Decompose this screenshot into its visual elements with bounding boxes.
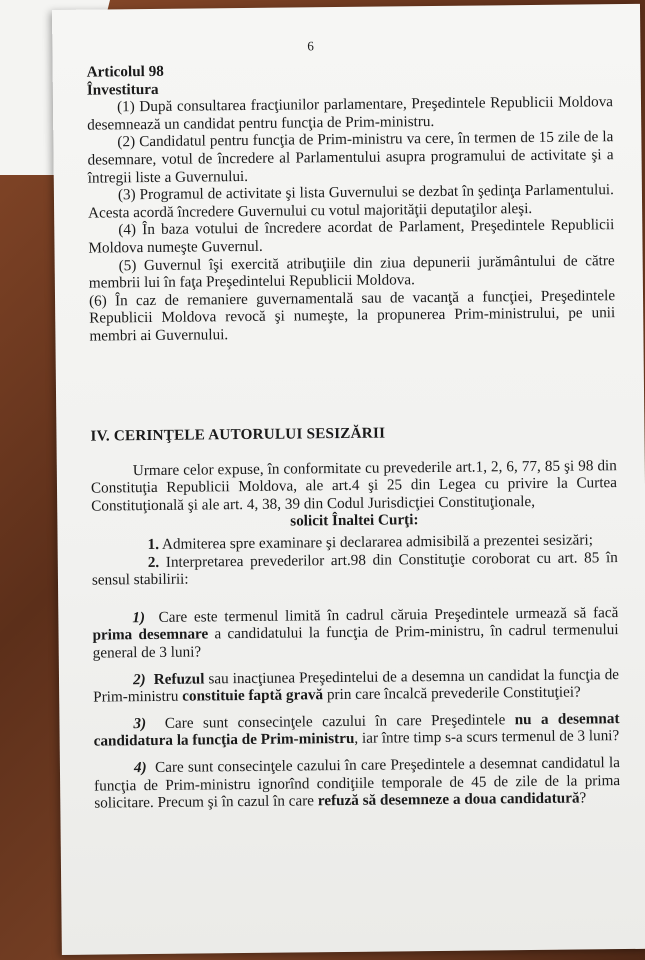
article-subtitle: Învestitura (86, 80, 159, 99)
article-title: Articolul 98 (86, 62, 164, 81)
article-paragraph-3: (3) Programul de activitate şi lista Guvernului se dezbat în şedinţa Parlamentului. Acesta acordă încredere Guvernului cu votul majorităţii deputaţilor aleşi. (88, 181, 615, 222)
request-item-2: 2. Interpretarea prevederilor art.98 din Constituţie coroborat cu art. 85 în sensul stabilirii: (91, 548, 618, 589)
article-paragraph-5: (5) Guvernul îşi exercită atribuţiile din ziua depunerii jurământului de către membrii lui în faţa Preşedintelui Republicii Moldova. (88, 251, 615, 292)
page-number: 6 (307, 38, 314, 54)
section-request: solicit Înaltei Curţi: (290, 511, 419, 530)
question-2: 2) Refuzul sau inacţiunea Preşedintelui de a desemna un candidat la funcţia de Prim-ministru constituie faptă gravă prin care încalcă prevederile Constituţiei? (93, 665, 620, 706)
section-requirements (90, 422, 620, 812)
question-3: 3) Care sunt consecinţele cazului în care Preşedintele nu a desemnat candidatura la funcţia de Prim-ministru, iar între timp s-a scurs termenul de 3 luni? (93, 709, 620, 750)
article-paragraph-4: (4) În baza votului de încredere acordat de Parlament, Preşedintele Republicii Moldova numeşte Guvernul. (88, 216, 615, 257)
section-intro: Urmare celor expuse, în conformitate cu prevederile art.1, 2, 6, 77, 85 şi 98 din Constituţia Republicii Moldova, ale art.4 şi 25 din Legea cu privire la Curtea Constituţională şi ale art. 4, 38, 39 din Codul Jurisdicţiei Constituţionale, (90, 456, 618, 515)
article-paragraph-1: (1) După consultarea fracţiunilor parlamentare, Preşedintele Republicii Moldova desemnează un candidat pentru funcţia de Prim-ministru. (87, 93, 614, 134)
question-4: 4) Care sunt consecinţele cazului în care Preşedintele a desemnat candidatul la funcţia de Prim-ministru ignorînd condiţiile temporale de 45 de zile de la prima solicitare. Precum şi în cazul în care refuză să desemneze a doua candidatură? (94, 754, 621, 812)
question-1: 1) Care este termenul limită în cadrul căruia Preşedintele urmează să facă prima desemnare a candidatului la funcţia de Prim-ministru, în cadrul termenului general de 3 luni? (92, 603, 619, 662)
request-item-1: 1. Admiterea spre examinare şi declararea admisibilă a prezentei sesizări; (147, 531, 593, 553)
article-98 (87, 58, 616, 345)
article-paragraph-2: (2) Candidatul pentru funcţia de Prim-ministru va cere, în termen de 15 zile de la desemnare, votul de încredere al Parlamentului asupra programului de activitate şi a întregii liste a Guvernului. (87, 128, 614, 187)
section-title: IV. CERINŢELE AUTORULUI SESIZĂRII (90, 424, 386, 445)
document-page (52, 4, 645, 955)
article-paragraph-6: (6) În caz de remaniere guvernamentală sau de vacanţă a funcţiei, Preşedintele Republicii Moldova revocă şi numeşte, la propunerea Prim-ministrului, pe unii membri ai Guvernului. (88, 286, 616, 345)
